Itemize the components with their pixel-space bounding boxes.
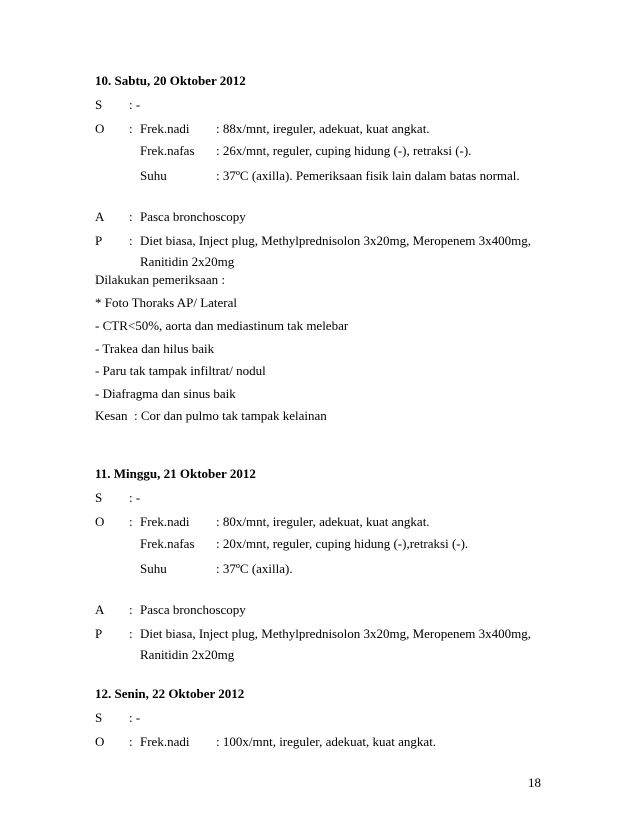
page-number: 18: [528, 775, 541, 790]
o-label: O: [95, 734, 105, 749]
a-colon: :: [129, 602, 133, 617]
s-value: : -: [129, 710, 141, 725]
note-line: * Foto Thoraks AP/ Lateral: [95, 295, 238, 310]
o-colon: :: [129, 734, 133, 749]
note-line: Dilakukan pemeriksaan :: [95, 272, 225, 287]
a-value: Pasca bronchoscopy: [140, 602, 246, 617]
o-key: Suhu: [140, 168, 167, 183]
s-label: S: [95, 97, 103, 112]
o-key: Frek.nadi: [140, 121, 190, 136]
a-label: A: [95, 209, 105, 224]
o-value: : 88x/mnt, ireguler, adekuat, kuat angkat.: [216, 121, 430, 136]
p-colon: :: [129, 233, 133, 248]
note-line: - CTR<50%, aorta dan mediastinum tak melebar: [95, 318, 349, 333]
a-colon: :: [129, 209, 133, 224]
o-key: Frek.nadi: [140, 514, 190, 529]
o-value: : 20x/mnt, reguler, cuping hidung (-),retraksi (-).: [216, 536, 469, 551]
o-value: : 100x/mnt, ireguler, adekuat, kuat angkat.: [216, 734, 437, 749]
o-key: Frek.nafas: [140, 143, 195, 158]
o-key: Frek.nafas: [140, 536, 195, 551]
note-line: - Trakea dan hilus baik: [95, 341, 215, 356]
p-value: Diet biasa, Inject plug, Methylprednisolon 3x20mg, Meropenem 3x400mg,: [140, 233, 532, 248]
p-value-cont: Ranitidin 2x20mg: [140, 254, 235, 269]
section-heading: 12. Senin, 22 Oktober 2012: [95, 686, 245, 701]
o-value: : 37ºC (axilla). Pemeriksaan fisik lain dalam batas normal.: [216, 168, 520, 183]
o-colon: :: [129, 121, 133, 136]
s-label: S: [95, 490, 103, 505]
p-label: P: [95, 626, 103, 641]
o-value: : 80x/mnt, ireguler, adekuat, kuat angkat.: [216, 514, 430, 529]
p-value-cont: Ranitidin 2x20mg: [140, 647, 235, 662]
s-value: : -: [129, 490, 141, 505]
s-value: : -: [129, 97, 141, 112]
o-colon: :: [129, 514, 133, 529]
section-heading: 10. Sabtu, 20 Oktober 2012: [95, 73, 246, 88]
note-line: Kesan : Cor dan pulmo tak tampak kelainan: [95, 408, 327, 423]
a-value: Pasca bronchoscopy: [140, 209, 246, 224]
o-label: O: [95, 514, 105, 529]
note-line: - Diafragma dan sinus baik: [95, 386, 236, 401]
section-heading: 11. Minggu, 21 Oktober 2012: [95, 466, 256, 481]
p-value: Diet biasa, Inject plug, Methylprednisolon 3x20mg, Meropenem 3x400mg,: [140, 626, 532, 641]
s-label: S: [95, 710, 103, 725]
note-line: - Paru tak tampak infiltrat/ nodul: [95, 363, 266, 378]
o-key: Suhu: [140, 561, 167, 576]
p-label: P: [95, 233, 103, 248]
a-label: A: [95, 602, 105, 617]
p-colon: :: [129, 626, 133, 641]
o-label: O: [95, 121, 105, 136]
o-key: Frek.nadi: [140, 734, 190, 749]
o-value: : 37ºC (axilla).: [216, 561, 293, 576]
o-value: : 26x/mnt, reguler, cuping hidung (-), retraksi (-).: [216, 143, 472, 158]
